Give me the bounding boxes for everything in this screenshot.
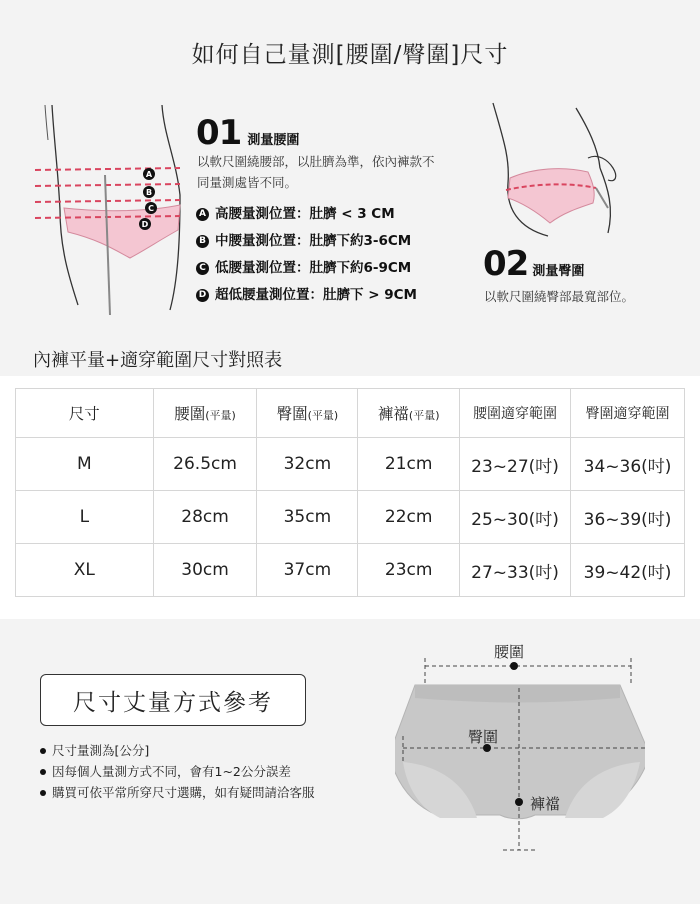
brief-diagram xyxy=(395,640,645,860)
method-notes xyxy=(40,740,315,803)
note-text: 尺寸量測為[公分] xyxy=(52,743,150,758)
cell-waist: 28cm xyxy=(153,491,257,544)
cell-size: XL xyxy=(16,544,154,597)
header-waist-sub: (平量) xyxy=(205,409,236,422)
cell-size: M xyxy=(16,438,154,491)
cell-hip: 37cm xyxy=(257,544,358,597)
cell-size: L xyxy=(16,491,154,544)
cell-crotch: 23cm xyxy=(358,544,460,597)
waist-heading xyxy=(196,113,299,153)
bullet-icon xyxy=(40,790,46,796)
cell-hip: 32cm xyxy=(257,438,358,491)
svg-text:B: B xyxy=(145,188,153,197)
table-title: 內褲平量+適穿範圍尺寸對照表 xyxy=(33,350,283,371)
header-waist-range-label: 腰圍適穿範圍 xyxy=(473,406,558,422)
level-d xyxy=(196,282,417,309)
cell-waist: 26.5cm xyxy=(153,438,257,491)
cell-waist-range: 23~27(吋) xyxy=(460,438,571,491)
cell-waist-range: 25~30(吋) xyxy=(460,491,571,544)
header-crotch-sub: (平量) xyxy=(408,409,440,422)
page-title: 如何自己量測[腰圍/臀圍]尺寸 xyxy=(191,42,509,68)
table-row xyxy=(16,438,685,491)
badge-c: C xyxy=(196,262,209,275)
diagram-label-crotch: 褲襠 xyxy=(530,795,561,813)
method-title-box xyxy=(40,674,306,726)
note-item xyxy=(40,782,315,803)
cell-hip-range: 39~42(吋) xyxy=(571,544,685,597)
note-item xyxy=(40,761,315,782)
header-hip-range-label: 臀圍適穿範圍 xyxy=(585,406,670,422)
table-header-row xyxy=(16,389,685,438)
cell-hip-range: 34~36(吋) xyxy=(571,438,685,491)
badge-b: B xyxy=(196,235,209,248)
note-item xyxy=(40,740,315,761)
svg-text:A: A xyxy=(145,170,153,179)
hip-illustration xyxy=(488,98,648,243)
waist-description xyxy=(197,151,435,193)
cell-waist: 30cm xyxy=(153,544,257,597)
header-waist xyxy=(153,389,257,438)
header-hip-label: 臀圍 xyxy=(276,405,308,423)
bullet-icon xyxy=(40,769,46,775)
header-waist-range xyxy=(460,389,571,438)
header-hip xyxy=(257,389,358,438)
cell-hip-range: 36~39(吋) xyxy=(571,491,685,544)
header-crotch-label: 褲襠 xyxy=(377,405,409,423)
hip-description: 以軟尺圍繞臀部最寬部位。 xyxy=(484,289,635,304)
cell-crotch: 21cm xyxy=(358,438,460,491)
waist-desc-line1: 以軟尺圍繞腰部，以肚臍為準，依內褲款不 xyxy=(197,154,435,169)
note-text: 購買可依平常所穿尺寸選購，如有疑問請洽客服 xyxy=(52,785,315,800)
size-table-panel xyxy=(0,376,700,619)
hip-number: 02 xyxy=(483,244,529,284)
level-b xyxy=(196,228,417,255)
method-title: 尺寸丈量方式參考 xyxy=(73,689,273,716)
note-text: 因每個人量測方式不同，會有1~2公分誤差 xyxy=(52,764,291,779)
header-waist-label: 腰圍 xyxy=(174,405,206,423)
cell-hip: 35cm xyxy=(257,491,358,544)
header-size xyxy=(16,389,154,438)
diagram-label-waist: 腰圍 xyxy=(494,643,525,661)
waist-number: 01 xyxy=(196,113,242,153)
diagram-label-hip: 臀圍 xyxy=(468,728,499,746)
level-b-text: 中腰量測位置：肚臍下約3-6CM xyxy=(215,233,412,249)
svg-text:D: D xyxy=(141,220,149,229)
level-a-text: 高腰量測位置：肚臍 < 3 CM xyxy=(215,206,395,222)
size-table xyxy=(15,388,685,597)
bullet-icon xyxy=(40,748,46,754)
header-hip-sub: (平量) xyxy=(307,409,339,422)
table-row xyxy=(16,491,685,544)
waist-desc-line2: 同量測處皆不同。 xyxy=(197,175,298,190)
header-size-label: 尺寸 xyxy=(68,405,100,423)
waist-illustration xyxy=(30,100,205,315)
cell-waist-range: 27~33(吋) xyxy=(460,544,571,597)
cell-crotch: 22cm xyxy=(358,491,460,544)
svg-text:C: C xyxy=(148,204,154,213)
table-row xyxy=(16,544,685,597)
badge-d: D xyxy=(196,289,209,302)
level-d-text: 超低腰量測位置：肚臍下 > 9CM xyxy=(215,287,417,303)
level-c xyxy=(196,255,417,282)
hip-title: 測量臀圍 xyxy=(532,264,585,279)
waist-levels xyxy=(196,201,417,309)
header-hip-range xyxy=(571,389,685,438)
hip-heading xyxy=(483,244,584,284)
header-crotch xyxy=(358,389,460,438)
level-c-text: 低腰量測位置：肚臍下約6-9CM xyxy=(215,260,412,276)
waist-title: 測量腰圍 xyxy=(247,133,300,148)
badge-a: A xyxy=(196,208,209,221)
level-a xyxy=(196,201,417,228)
